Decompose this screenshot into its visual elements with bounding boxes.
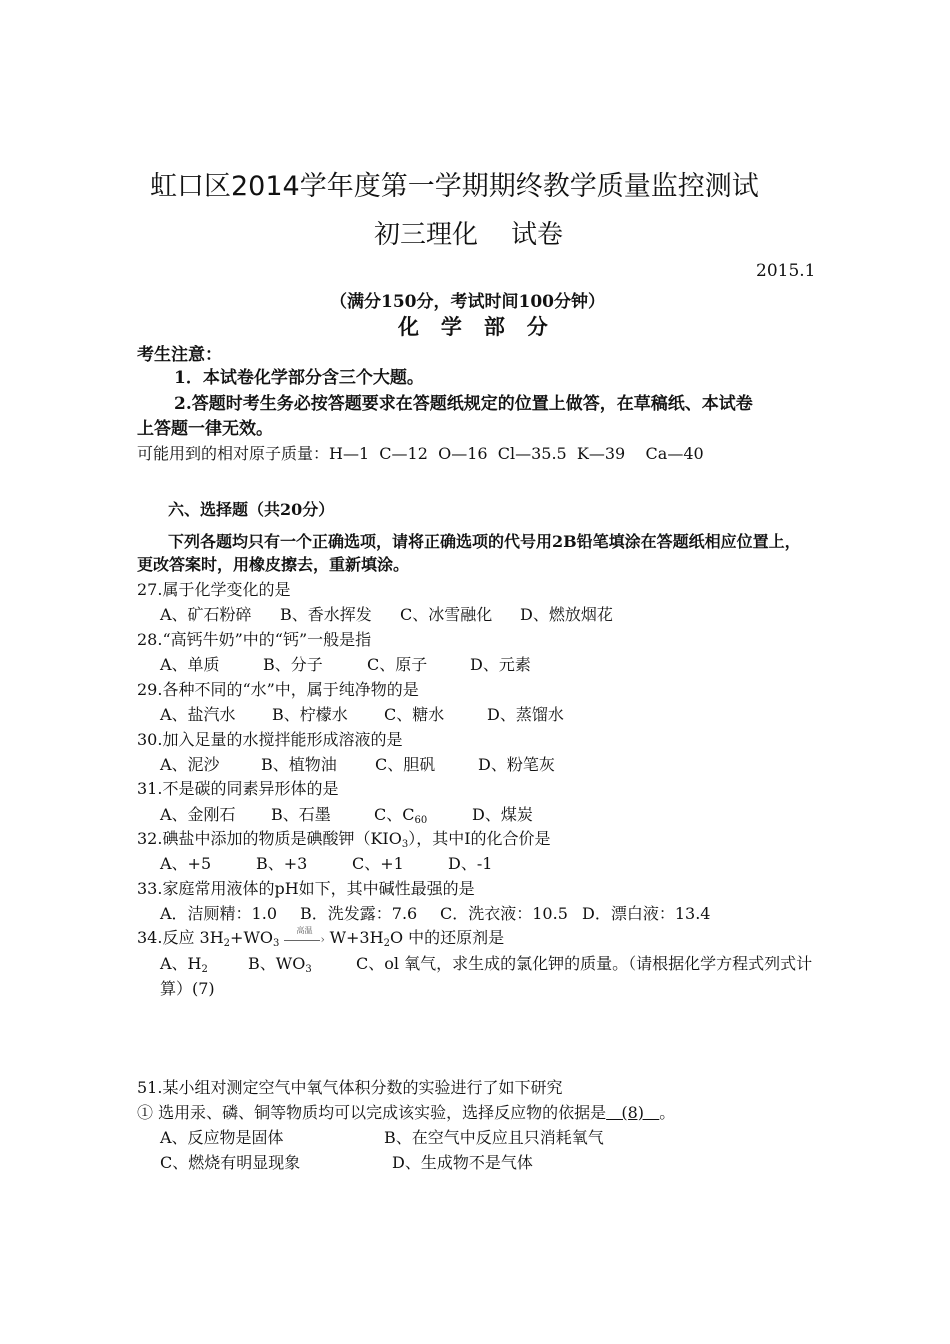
stem-part: W+3H xyxy=(324,928,384,947)
question-31-options xyxy=(160,802,533,826)
part-instruction-cont: 更改答案时，用橡皮擦去，重新填涂。 xyxy=(137,555,410,574)
option-a: A、盐汽水 xyxy=(160,705,236,724)
option-d: D．漂白液：13.4 xyxy=(582,904,711,923)
question-51-stem: 51.某小组对测定空气中氧气体积分数的实验进行了如下研究 xyxy=(137,1078,563,1097)
atomic-mass: 可能用到的相对原子质量：H—1 C—12 O—16 Cl—35.5 K—39 Ca—40 xyxy=(137,444,704,463)
question-32-stem xyxy=(137,826,551,850)
subscript: 2 xyxy=(383,938,390,949)
stem-part: 。 xyxy=(659,1103,676,1122)
exam-date: 2015.1 xyxy=(756,261,816,281)
option-a: A、泥沙 xyxy=(160,755,220,774)
option-a: A、金刚石 xyxy=(160,805,236,824)
section-title: 化 学 部 分 xyxy=(398,314,548,339)
question-30-stem: 30.加入足量的水搅拌能形成溶液的是 xyxy=(137,730,403,749)
option-a xyxy=(160,951,248,975)
question-51-options-1 xyxy=(160,1125,604,1148)
option-d: D、煤炭 xyxy=(472,805,533,824)
notice-item-2-cont: 上答题一律无效。 xyxy=(137,419,273,439)
option-b-text: B、WO xyxy=(248,954,306,973)
question-31-stem: 31.不是碳的同素异形体的是 xyxy=(137,779,339,798)
question-32-options xyxy=(160,851,492,874)
option-c: C．洗衣液：10.5 xyxy=(440,904,568,923)
part-heading: 六、选择题（共20分） xyxy=(168,500,335,519)
subscript: 3 xyxy=(305,964,312,975)
question-33-options xyxy=(160,901,710,924)
option-c xyxy=(374,802,472,826)
option-c: C、糖水 xyxy=(384,705,445,724)
question-30-options xyxy=(160,752,555,775)
question-34-cont: 算）(7) xyxy=(160,979,215,998)
option-d: D、燃放烟花 xyxy=(520,605,613,624)
option-b xyxy=(248,951,356,975)
question-34-options xyxy=(160,951,812,975)
question-27-options xyxy=(160,602,613,625)
notice-item-2: 2.答题时考生务必按答题要求在答题纸规定的位置上做答，在草稿纸、本试卷 xyxy=(174,394,753,414)
option-a: A．洁厕精：1.0 xyxy=(160,904,278,923)
stem-part: ① 选用汞、磷、铜等物质均可以完成该实验，选择反应物的依据是 xyxy=(137,1103,607,1122)
page-title: 虹口区2014学年度第一学期期终教学质量监控测试 xyxy=(150,171,759,202)
question-28-stem: 28.“高钙牛奶”中的“钙”一般是指 xyxy=(137,630,372,649)
option-c: C、+1 xyxy=(352,854,404,873)
notice-item-1: 1．本试卷化学部分含三个大题。 xyxy=(174,368,424,388)
option-b: B．洗发露：7.6 xyxy=(300,904,418,923)
subscript: 2 xyxy=(223,938,231,949)
option-b: B、石墨 xyxy=(271,805,331,824)
stem-part: 34.反应 3H xyxy=(137,928,224,947)
question-27-stem: 27.属于化学变化的是 xyxy=(137,580,291,599)
page-subtitle: 初三理化 试卷 xyxy=(374,220,564,250)
stem-part: 32.碘盐中添加的物质是碘酸钾（KIO xyxy=(137,829,402,848)
option-a: A、单质 xyxy=(160,655,220,674)
question-51-sub-1 xyxy=(137,1100,675,1123)
stem-part: O 中的还原剂是 xyxy=(389,928,505,947)
score-time: （满分150分，考试时间100分钟） xyxy=(330,292,605,312)
option-b: B、在空气中反应且只消耗氧气 xyxy=(384,1128,604,1147)
option-a: A、+5 xyxy=(160,854,212,873)
answer-blank: (8) xyxy=(606,1103,660,1122)
option-c: C、胆矾 xyxy=(375,755,436,774)
option-d: D、-1 xyxy=(448,854,493,873)
option-b: B、香水挥发 xyxy=(280,605,372,624)
option-c: C、ol 氧气，求生成的氯化钾的质量。（请根据化学方程式列式计 xyxy=(356,954,813,973)
option-a: A、反应物是固体 xyxy=(160,1128,284,1147)
question-29-stem: 29.各种不同的“水”中，属于纯净物的是 xyxy=(137,680,419,699)
question-28-options xyxy=(160,652,531,675)
part-instruction: 下列各题均只有一个正确选项，请将正确选项的代号用2B铅笔填涂在答题纸相应位置上， xyxy=(168,532,801,551)
subscript: 60 xyxy=(414,815,428,826)
option-b: B、+3 xyxy=(256,854,308,873)
option-c: C、冰雪融化 xyxy=(400,605,493,624)
stem-part: ），其中I的化合价是 xyxy=(408,829,551,848)
question-29-options xyxy=(160,702,564,725)
option-d: D、元素 xyxy=(470,655,531,674)
option-c: C、燃烧有明显现象 xyxy=(160,1153,301,1172)
stem-part: +WO xyxy=(230,928,274,947)
option-b: B、柠檬水 xyxy=(272,705,348,724)
arrow-condition: 高温 xyxy=(296,926,313,935)
subscript: 3 xyxy=(273,938,280,949)
question-33-stem: 33.家庭常用液体的pH如下，其中碱性最强的是 xyxy=(137,879,475,898)
option-d: D、粉笔灰 xyxy=(478,755,555,774)
subscript: 2 xyxy=(201,964,208,975)
question-34-stem xyxy=(137,925,504,949)
subscript: 3 xyxy=(401,839,409,850)
reaction-arrow: 高温 › xyxy=(284,933,324,946)
option-c-text: C、C xyxy=(374,805,415,824)
option-a-text: A、H xyxy=(160,954,202,973)
question-51-options-2 xyxy=(160,1150,533,1173)
option-d: D、生成物不是气体 xyxy=(392,1153,533,1172)
option-b: B、分子 xyxy=(263,655,323,674)
option-d: D、蒸馏水 xyxy=(487,705,564,724)
option-c: C、原子 xyxy=(367,655,428,674)
notice-label: 考生注意： xyxy=(137,345,222,365)
option-b: B、植物油 xyxy=(261,755,337,774)
option-a: A、矿石粉碎 xyxy=(160,605,252,624)
